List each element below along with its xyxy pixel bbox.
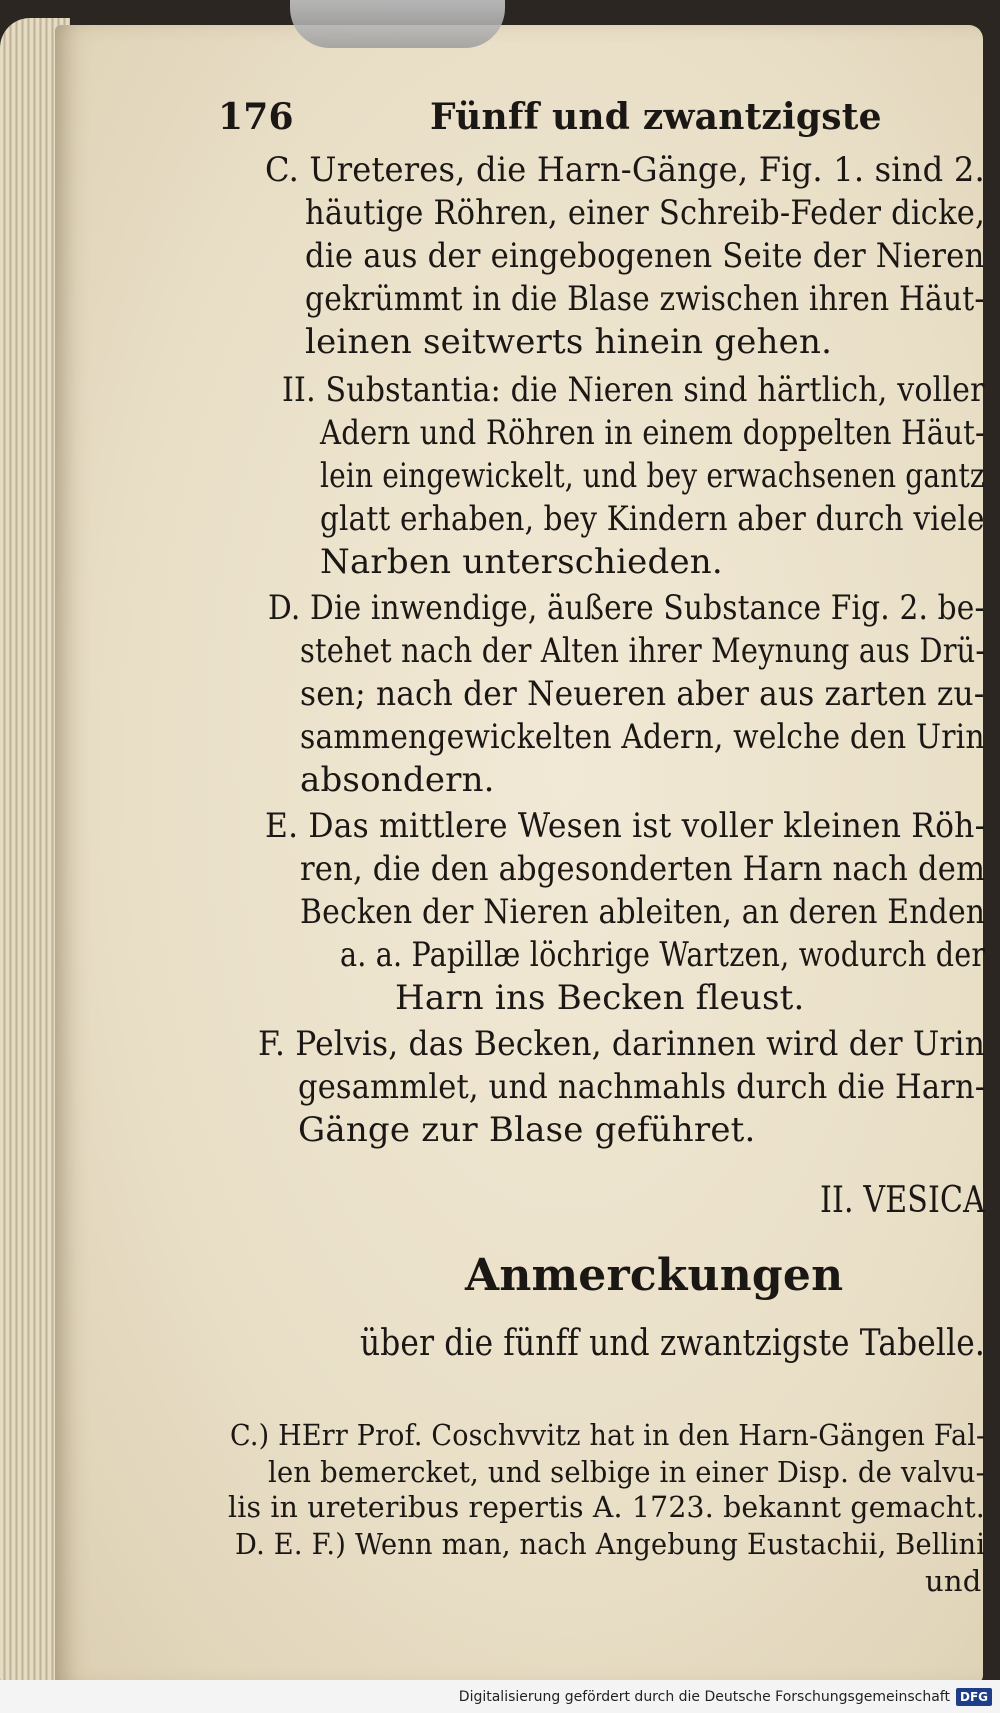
footer-credit: Digitalisierung gefördert durch die Deutsche Forschungsgemeinschaft	[458, 1688, 950, 1705]
catchword: II. VESICA	[820, 1180, 985, 1221]
body-line: F. Pelvis, das Becken, darinnen wird der Urin	[258, 1024, 986, 1064]
body-line: C. Ureteres, die Harn-Gänge, Fig. 1. sind 2.	[265, 150, 985, 190]
body-line: D. Die inwendige, äußere Substance Fig. 2. be-	[268, 588, 985, 628]
digitization-footer	[0, 1680, 1000, 1713]
body-line: häutige Röhren, einer Schreib-Feder dicke,	[305, 193, 985, 233]
body-line: die aus der eingebogenen Seite der Nieren	[305, 236, 985, 276]
note-line: lis in ureteribus repertis A. 1723. bekannt gemacht.	[228, 1490, 985, 1524]
body-line: sen; nach der Neueren aber aus zarten zu-	[300, 674, 985, 714]
body-line: E. Das mittlere Wesen ist voller kleinen Röh-	[265, 806, 986, 846]
page-number: 176	[218, 96, 294, 138]
body-line: gekrümmt in die Blase zwischen ihren Häut-	[305, 279, 985, 319]
body-line: ren, die den abgesonderten Harn nach dem	[300, 849, 986, 889]
body-line: a. a. Papillæ löchrige Wartzen, wodurch der	[340, 935, 986, 975]
notes-subtitle: über die fünff und zwantzigste Tabelle.	[360, 1323, 985, 1364]
body-line: Harn ins Becken fleust.	[395, 978, 805, 1018]
running-title: Fünff und zwantzigste	[430, 96, 882, 138]
body-line: lein eingewickelt, und bey erwachsenen gantz	[320, 456, 985, 496]
body-line: stehet nach der Alten ihrer Meynung aus Drü-	[300, 631, 986, 671]
body-line: Gänge zur Blase geführet.	[298, 1110, 756, 1150]
note-line: D. E. F.) Wenn man, nach Angebung Eustachii, Bellini	[235, 1527, 986, 1561]
body-line: II. Substantia: die Nieren sind härtlich, voller	[282, 370, 985, 410]
body-line: glatt erhaben, bey Kindern aber durch viele	[320, 499, 985, 539]
body-line: sammengewickelten Adern, welche den Urin	[300, 717, 985, 757]
notes-title: Anmerckungen	[465, 1250, 844, 1301]
body-line: Becken der Nieren ableiten, an deren Enden	[300, 892, 986, 932]
note-line: C.) HErr Prof. Coschvvitz hat in den Harn-Gängen Fal-	[230, 1418, 986, 1452]
body-line: absondern.	[300, 760, 495, 800]
body-line: Narben unterschieden.	[320, 542, 723, 582]
note-line: len bemercket, und selbige in einer Disp. de valvu-	[268, 1455, 986, 1489]
body-line: Adern und Röhren in einem doppelten Häut-	[320, 413, 986, 453]
body-line: leinen seitwerts hinein gehen.	[305, 322, 833, 362]
body-line: gesammlet, und nachmahls durch die Harn-	[298, 1067, 986, 1107]
note-line: und	[925, 1564, 982, 1598]
dfg-logo-icon: DFG	[956, 1688, 992, 1706]
